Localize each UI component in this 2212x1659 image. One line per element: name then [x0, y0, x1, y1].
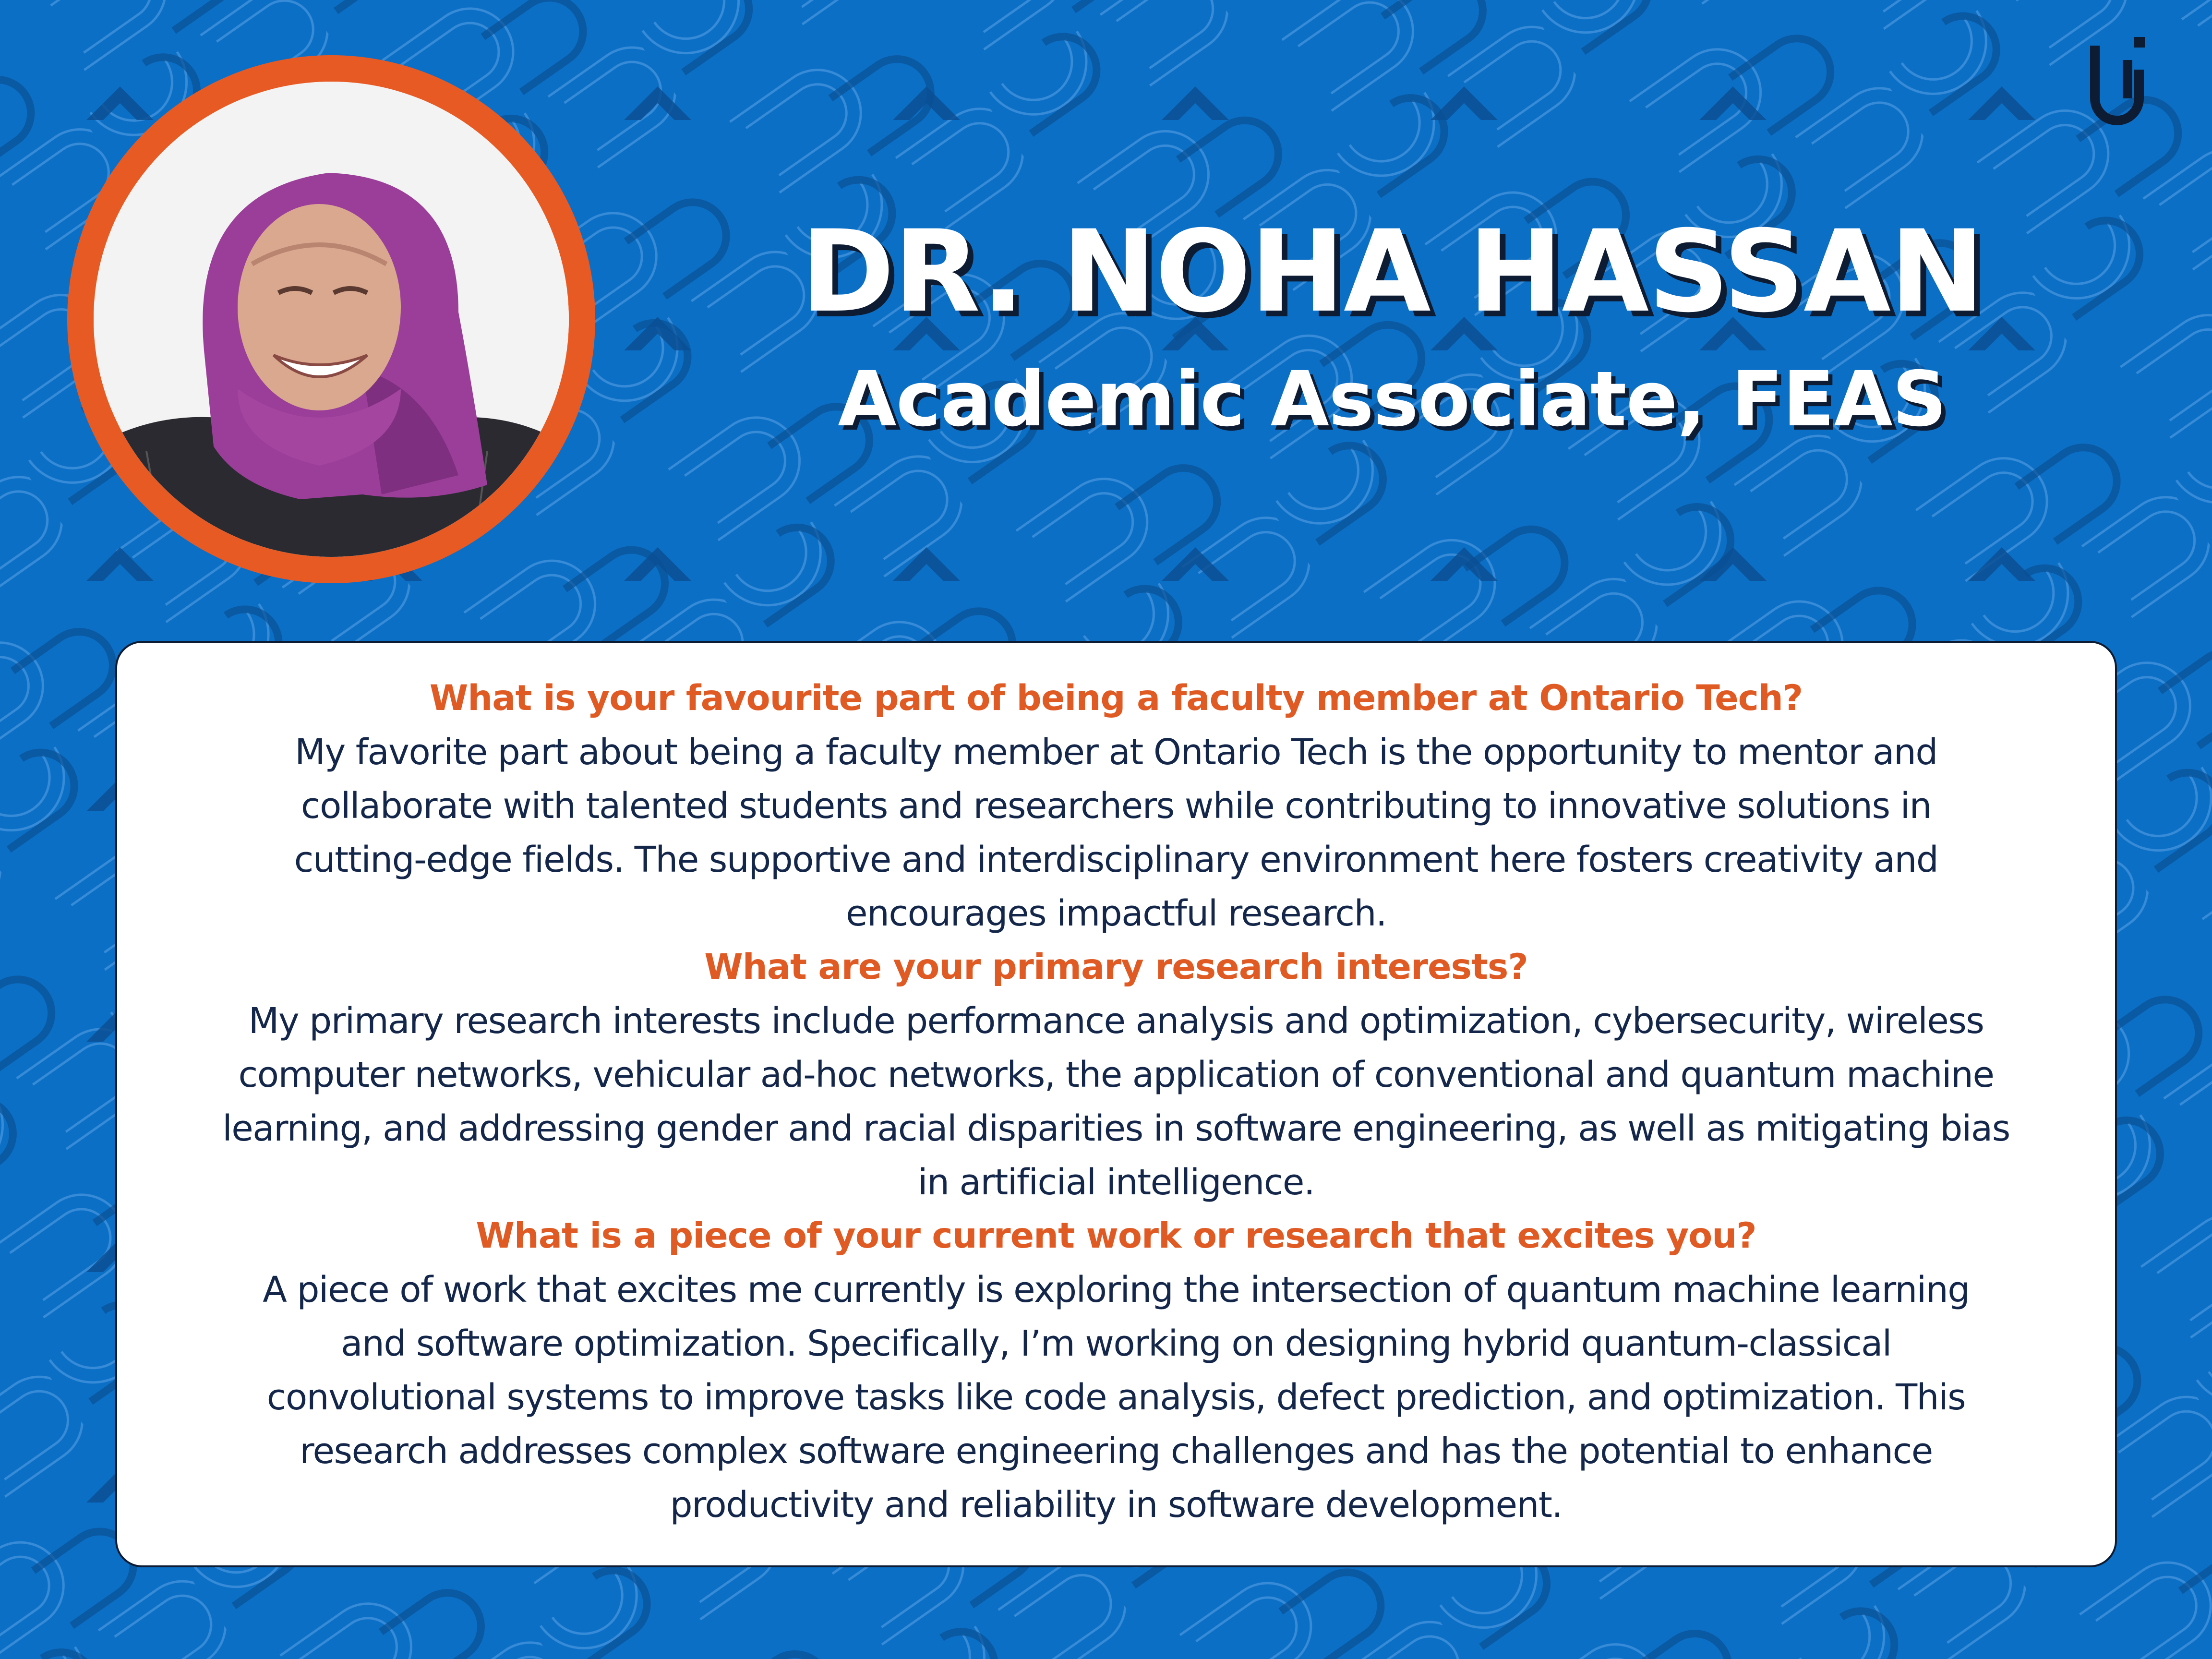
- question-heading: What are your primary research interests?: [704, 947, 1528, 987]
- question-heading: What is a piece of your current work or research that excites you?: [476, 1215, 1756, 1256]
- answer-line: collaborate with talented students and researchers while contributing to innovative solutions in: [301, 785, 1932, 827]
- ontario-tech-logo-icon: [2088, 31, 2146, 137]
- qa-item: [141, 940, 2091, 1209]
- profile-photo-frame: [67, 55, 595, 583]
- answer-line: and software optimization. Specifically, I’m working on designing hybrid quantum-classical: [341, 1323, 1891, 1364]
- answer-line: A piece of work that excites me currently is exploring the intersection of quantum machine learning: [263, 1269, 1970, 1310]
- qa-item: [141, 672, 2091, 940]
- portrait-photo: [94, 82, 569, 557]
- question-heading: What is your favourite part of being a faculty member at Ontario Tech?: [429, 678, 1803, 719]
- answer-line: My favorite part about being a faculty member at Ontario Tech is the opportunity to mentor and: [295, 732, 1937, 773]
- person-name: DR. NOHA HASSAN: [801, 206, 1984, 337]
- answer-line: computer networks, vehicular ad-hoc networks, the application of conventional and quantum machine: [238, 1054, 1994, 1095]
- answer-line: cutting-edge fields. The supportive and interdisciplinary environment here fosters creativity and: [294, 839, 1938, 880]
- qa-item: [141, 1209, 2091, 1532]
- qa-card: [115, 641, 2117, 1567]
- answer-line: encourages impactful research.: [846, 893, 1386, 934]
- answer-line: convolutional systems to improve tasks like code analysis, defect prediction, and optimization. This: [266, 1377, 1966, 1418]
- answer-line: My primary research interests include performance analysis and optimization, cybersecurity, wireless: [248, 1000, 1984, 1042]
- answer-line: learning, and addressing gender and racial disparities in software engineering, as well as mitigating bias: [222, 1108, 2010, 1149]
- person-role: Academic Associate, FEAS: [838, 355, 1947, 444]
- answer-line: productivity and reliability in software development.: [670, 1484, 1563, 1526]
- answer-line: in artificial intelligence.: [918, 1162, 1314, 1203]
- answer-line: research addresses complex software engineering challenges and has the potential to enhance: [300, 1431, 1933, 1472]
